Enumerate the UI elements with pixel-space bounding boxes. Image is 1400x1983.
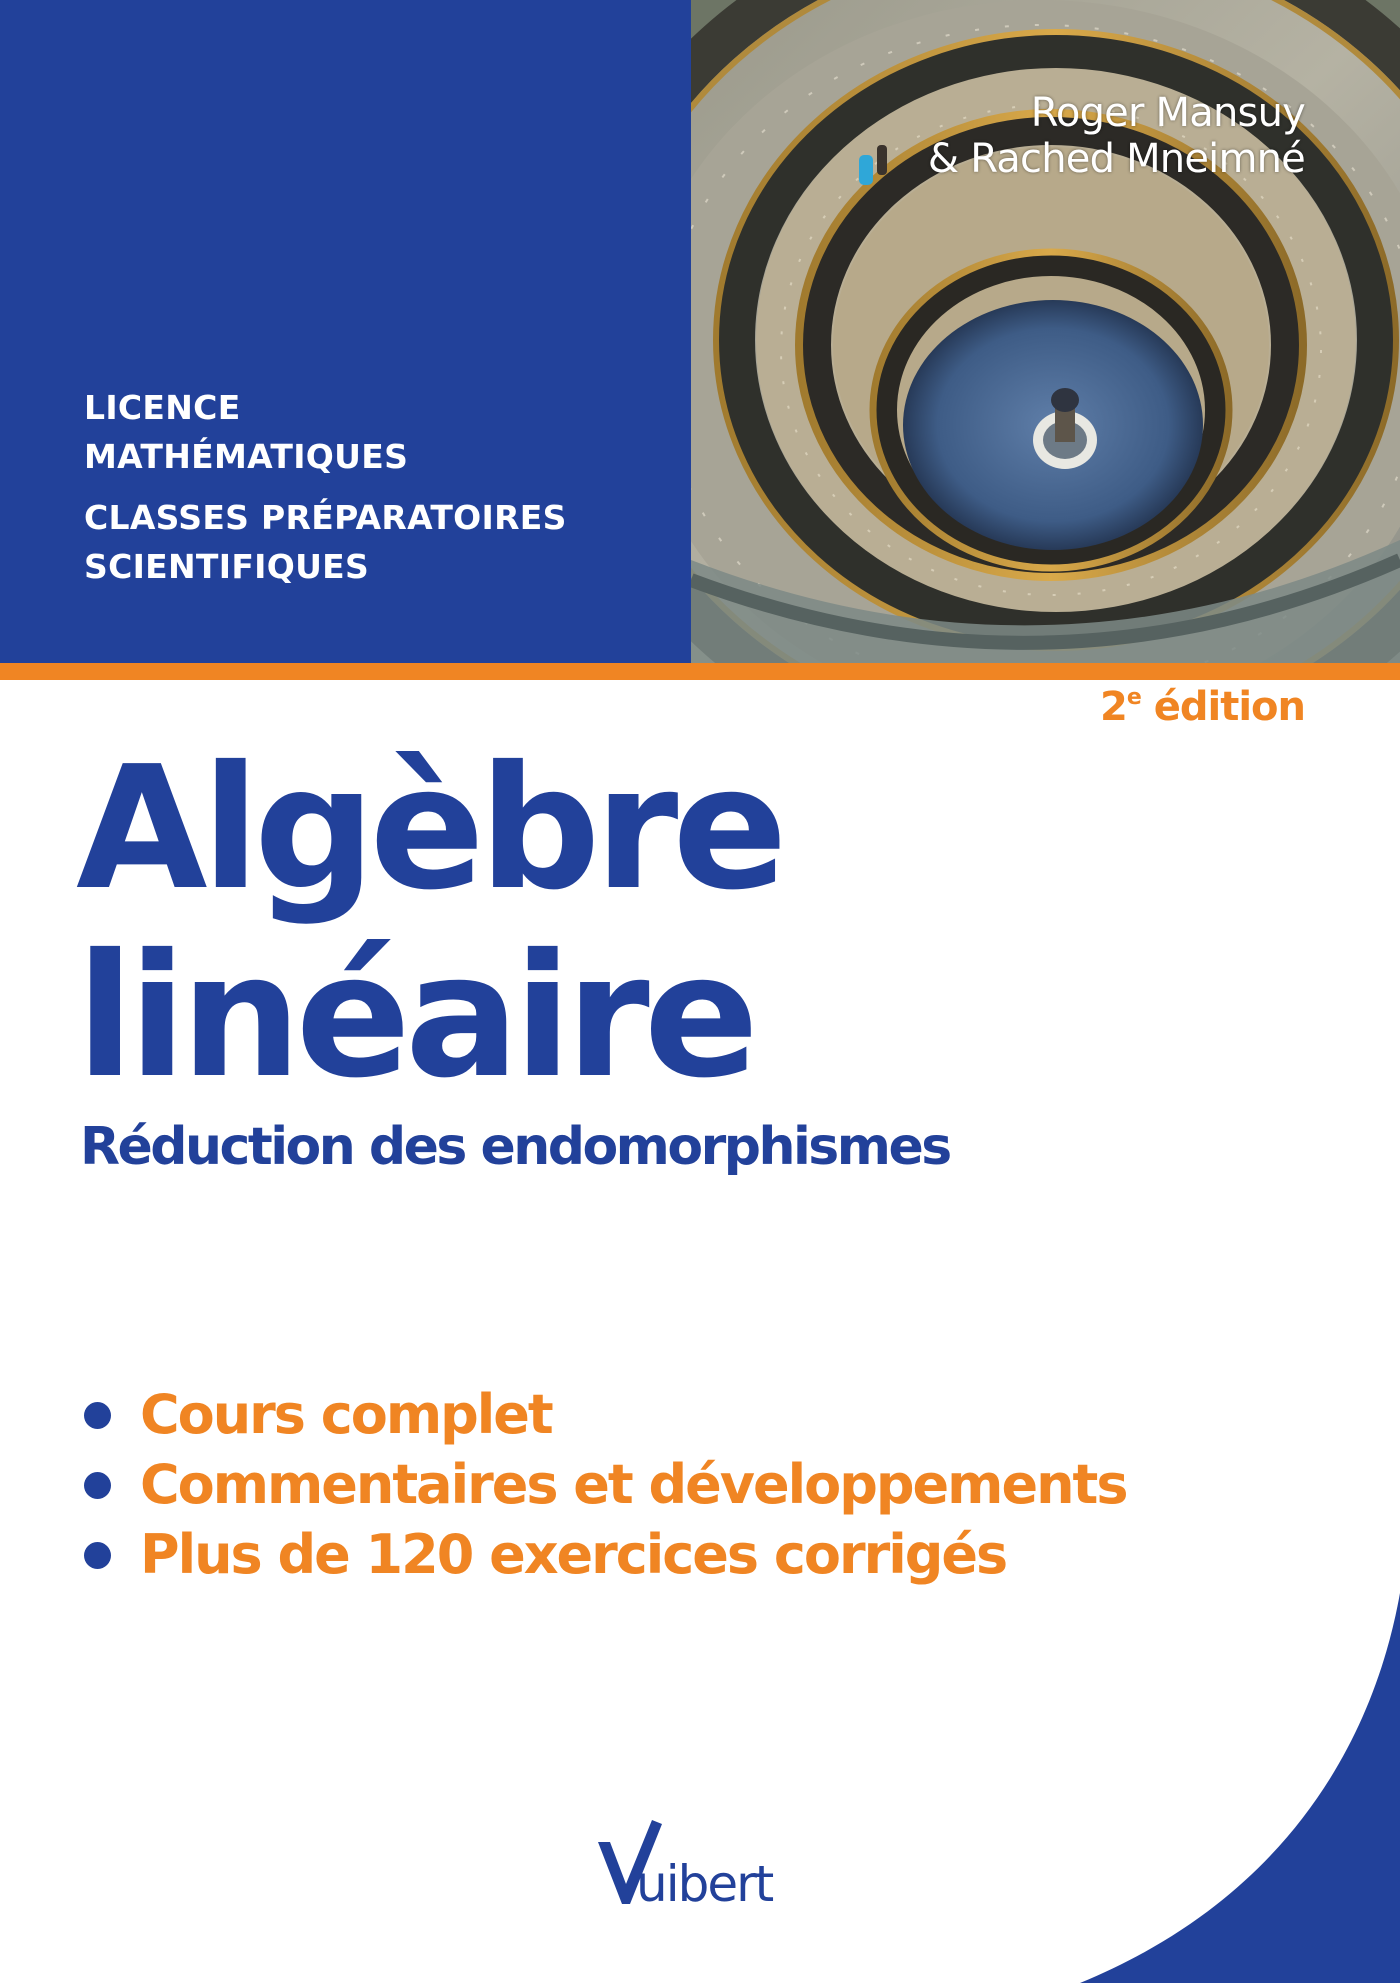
edition-number: 2 xyxy=(1100,684,1127,730)
edition-text: édition xyxy=(1140,684,1305,730)
book-subtitle: Réduction des endomorphismes xyxy=(80,1117,950,1177)
feature-text: Cours complet xyxy=(140,1383,552,1446)
series-label-mathematiques: MATHÉMATIQUES xyxy=(84,437,409,476)
feature-text: Commentaires et développements xyxy=(140,1453,1127,1516)
title-line-1: Algèbre xyxy=(76,730,782,928)
author-name-1: Roger Mansuy xyxy=(1030,90,1305,136)
publisher-name: uibert xyxy=(636,1855,773,1908)
author-name-2: & Rached Mneimné xyxy=(927,136,1305,182)
title-line-2: linéaire xyxy=(76,918,753,1116)
series-label-scientifiques: SCIENTIFIQUES xyxy=(84,547,370,586)
series-label-classes-preparatoires: CLASSES PRÉPARATOIRES xyxy=(84,498,567,537)
publisher-logo-vuibert xyxy=(596,1818,792,1908)
series-label-licence: LICENCE xyxy=(84,388,241,427)
edition-superscript: e xyxy=(1126,685,1141,710)
feature-text: Plus de 120 exercices corrigés xyxy=(140,1523,1007,1586)
